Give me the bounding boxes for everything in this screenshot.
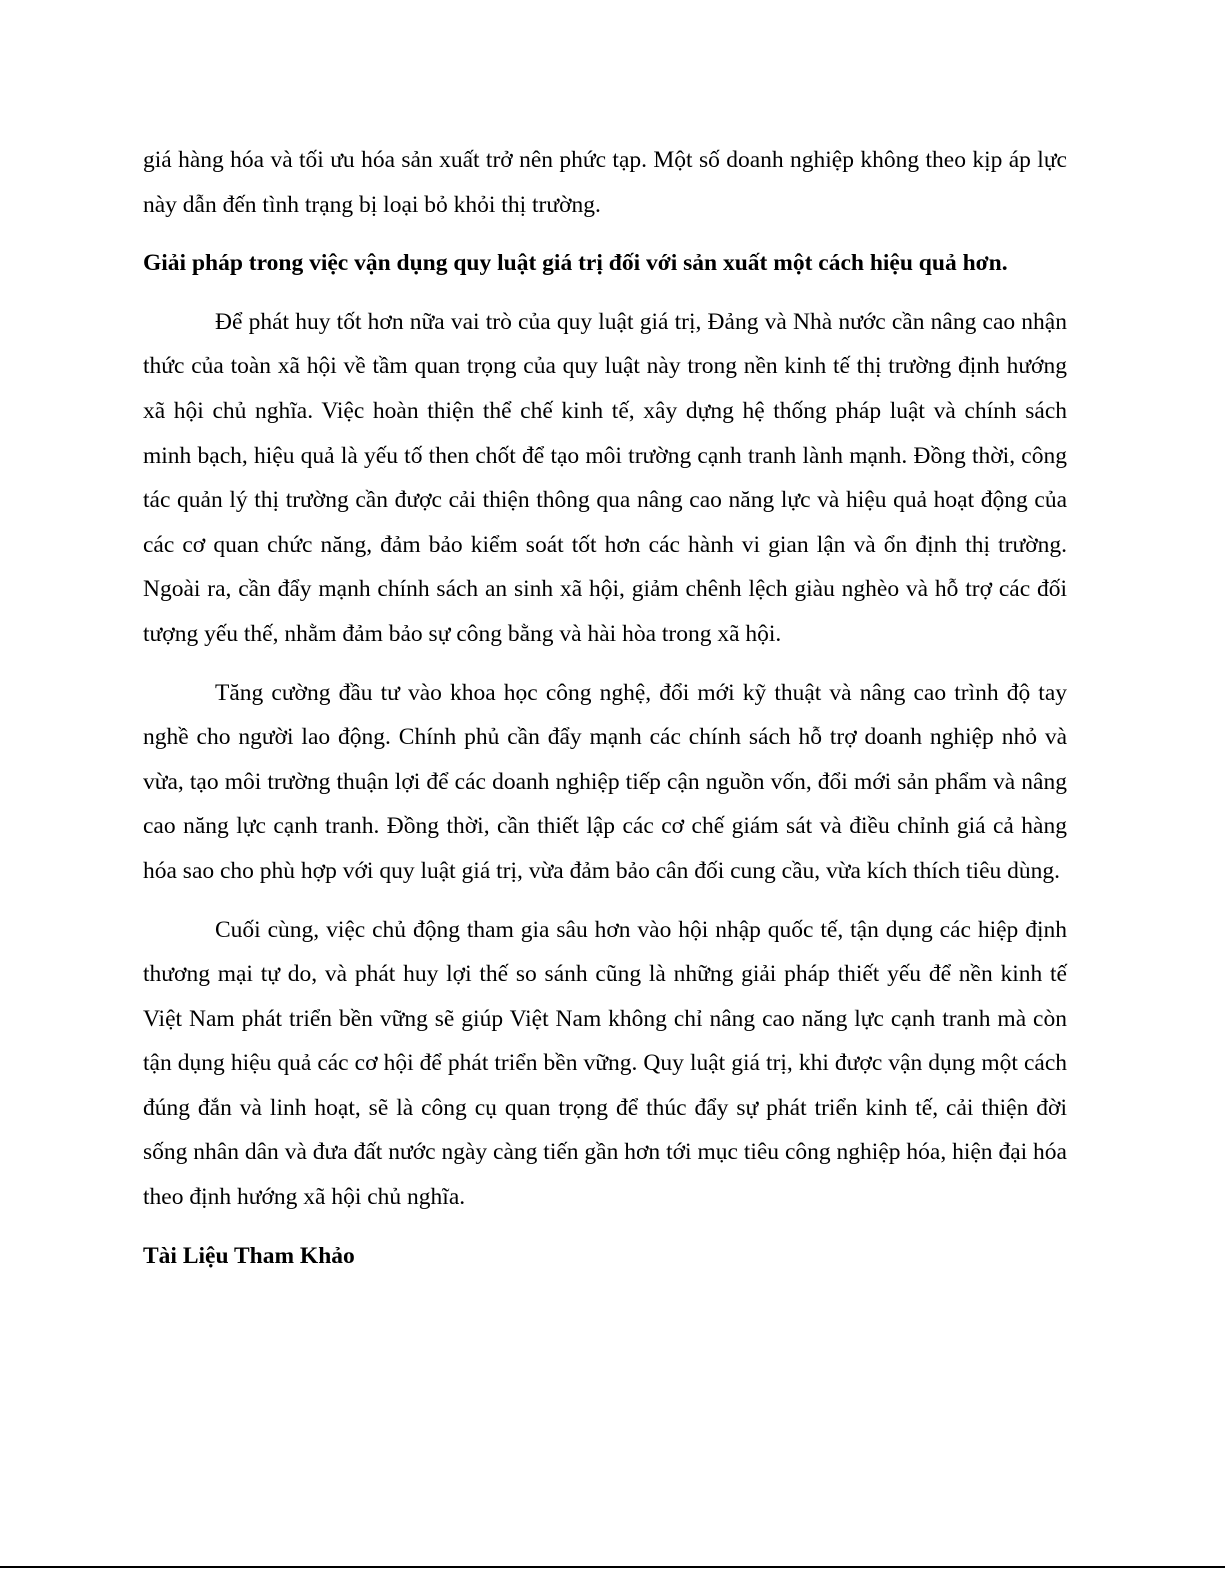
document-page	[143, 138, 1067, 1278]
section-heading-solutions: Giải pháp trong việc vận dụng quy luật giá trị đối với sản xuất một cách hiệu quả hơn.	[143, 250, 1008, 277]
section-heading-references: Tài Liệu Tham Khảo	[143, 1242, 355, 1269]
body-paragraph-integration: Cuối cùng, việc chủ động tham gia sâu hơn vào hội nhập quốc tế, tận dụng các hiệp định thương mại tự do, và phát huy lợi thế so sánh cũng là những giải pháp thiết yếu để nền kinh tế Việt Nam phát triển bền vững sẽ giúp Việt Nam không chỉ nâng cao năng lực cạnh tranh mà còn tận dụng hiệu quả các cơ hội để phát triển bền vững. Quy luật giá trị, khi được vận dụng một cách đúng đắn và linh hoạt, sẽ là công cụ quan trọng để thúc đẩy sự phát triển kinh tế, cải thiện đời sống nhân dân và đưa đất nước ngày càng tiến gần hơn tới mục tiêu công nghiệp hóa, hiện đại hóa theo định hướng xã hội chủ nghĩa.	[143, 916, 1067, 1211]
page-bottom-rule	[0, 1566, 1225, 1568]
body-paragraph-continuation: giá hàng hóa và tối ưu hóa sản xuất trở nên phức tạp. Một số doanh nghiệp không theo kịp áp lực này dẫn đến tình trạng bị loại bỏ khỏi thị trường.	[143, 147, 1067, 218]
body-paragraph-policy: Để phát huy tốt hơn nữa vai trò của quy luật giá trị, Đảng và Nhà nước cần nâng cao nhận thức của toàn xã hội về tầm quan trọng của quy luật này trong nền kinh tế thị trường định hướng xã hội chủ nghĩa. Việc hoàn thiện thể chế kinh tế, xây dựng hệ thống pháp luật và chính sách minh bạch, hiệu quả là yếu tố then chốt để tạo môi trường cạnh tranh lành mạnh. Đồng thời, công tác quản lý thị trường cần được cải thiện thông qua nâng cao năng lực và hiệu quả hoạt động của các cơ quan chức năng, đảm bảo kiểm soát tốt hơn các hành vi gian lận và ổn định thị trường. Ngoài ra, cần đẩy mạnh chính sách an sinh xã hội, giảm chênh lệch giàu nghèo và hỗ trợ các đối tượng yếu thế, nhằm đảm bảo sự công bằng và hài hòa trong xã hội.	[143, 308, 1067, 647]
body-paragraph-technology: Tăng cường đầu tư vào khoa học công nghệ, đổi mới kỹ thuật và nâng cao trình độ tay nghề cho người lao động. Chính phủ cần đẩy mạnh các chính sách hỗ trợ doanh nghiệp nhỏ và vừa, tạo môi trường thuận lợi để các doanh nghiệp tiếp cận nguồn vốn, đổi mới sản phẩm và nâng cao năng lực cạnh tranh. Đồng thời, cần thiết lập các cơ chế giám sát và điều chỉnh giá cả hàng hóa sao cho phù hợp với quy luật giá trị, vừa đảm bảo cân đối cung cầu, vừa kích thích tiêu dùng.	[143, 679, 1067, 884]
